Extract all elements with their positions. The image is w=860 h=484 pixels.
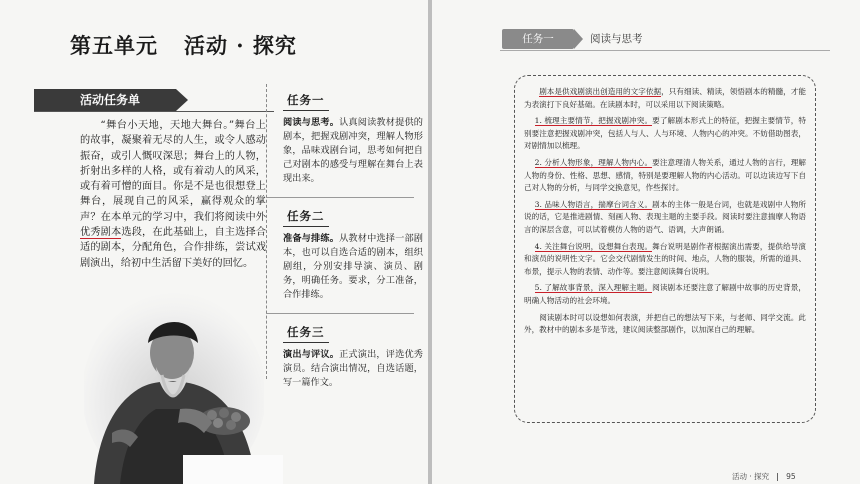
left-page — [0, 0, 428, 484]
banner-rule — [34, 111, 274, 112]
task-card-title: 任务一 — [283, 92, 329, 111]
strategy-item — [524, 157, 806, 195]
strategy-head: 5. 了解故事背景，深入理解主题。 — [534, 283, 653, 293]
strategy-item — [524, 282, 806, 307]
strategy-item — [524, 241, 806, 279]
task-card-text: 认真阅读教材提供的剧本，把握戏剧冲突，理解人物形象，品味戏剧台词，思考如何把自己对剧本的感受与理解在舞台上表现出来。 — [283, 117, 423, 184]
page-number: 95 — [786, 472, 796, 481]
strategy-head: 3. 品味人物语言，揣摩台词含义。 — [534, 199, 653, 209]
task-card-title: 任务三 — [283, 324, 329, 343]
intro-underlined: 剧本是供戏剧演出创造用的文字依据 — [539, 87, 662, 96]
unit-title-sub: 活动 · 探究 — [184, 33, 297, 58]
task-card-body — [283, 116, 423, 186]
strategy-head: 2. 分析人物形象，理解人物内心。 — [534, 157, 653, 167]
task-card-3 — [283, 321, 423, 390]
heading-rule — [500, 50, 830, 51]
intro-text-after: 选段，在此基础上，自主选择合适的剧本，分配角色，合作排练，尝试戏剧演出，给初中生活留下美好的回忆。 — [80, 227, 267, 269]
task-card-title: 任务二 — [283, 208, 329, 227]
strategy-head: 4. 关注舞台说明，设想舞台表现。 — [534, 241, 653, 251]
strategies-closing: 阅读剧本时可以设想如何表演，并把自己的想法写下来，与老师、同学交流。此外，教材中的剧本多是节选，建议阅读整部剧作，以加深自己的理解。 — [524, 312, 806, 335]
task-card-1 — [283, 89, 423, 186]
strategy-text: 阅读剧本还要注意了解剧中故事的历史背景，明确人物活动的社会环境。 — [524, 283, 806, 305]
strategy-text: 舞台说明是剧作者根据演出需要，提供给导演和演员的说明性文字。它会交代剧情发生的时间、地点，人物的服装，所需的道具、布景，提示人物的表情、动作等。要注意阅读舞台说明。 — [524, 241, 806, 276]
unit-title-main: 第五单元 — [70, 33, 158, 58]
intro-highlight: 优秀剧本 — [80, 227, 122, 239]
task-tag: 任务一 — [502, 29, 574, 49]
task-card-text: 从教材中选择一部剧本，也可以自选合适的剧本，组织剧组，分別安排导演、演员、剧务，明确任务。要求，分工准备，合作排练。 — [283, 233, 423, 300]
task-card-body — [283, 348, 423, 390]
intro-text-before: “舞台小天地，天地大舞台。”舞台上的故事，凝聚着无尽的人生，或令人感动振奋，或引人慨叹深思；舞台上的人物，折射出多样的人格，或有着动人的风采，或有着可憎的面目。你是不是也很想登上舞台，展现自己的风采，赢得观众的掌声？在本单元的学习中，我们将阅读中外 — [80, 120, 266, 223]
strategy-text: 要注意理清人物关系，通过人物的言行，理解人物的身份、性格、思想、感情，特别是要理解人物的内心活动。可以边读边写下自己对人物的分析，与同学交换意见，作些探讨。 — [524, 157, 806, 193]
opera-performer-photo — [84, 283, 264, 484]
right-page — [432, 0, 860, 484]
strategy-item — [524, 115, 806, 153]
unit-title — [70, 30, 297, 60]
strategy-head: 1. 梳理主要情节，把握戏剧冲突。 — [534, 116, 653, 126]
footer-divider — [777, 473, 778, 481]
intro-rest: ，只有细读、精读，领悟剧本的精髓，才能为表演打下良好基础。在读剧本时，可以采用以下阅读策略。 — [524, 87, 806, 109]
task-list-banner: 活动任务单 — [34, 89, 176, 111]
card-divider — [266, 197, 414, 198]
task-card-lead: 准备与排练。 — [283, 233, 340, 244]
strategy-text: 要了解剧本形式上的特征，把握主要情节，特别要注意把握戏剧冲突，包括人与人、人与环境、人物内心的冲突。不妨借助图表，对剧情加以梳理。 — [524, 116, 806, 151]
reading-strategies-text — [524, 86, 806, 341]
task-card-lead: 阅读与思考。 — [283, 117, 340, 128]
strategy-text: 剧本的主体一般是台词，也就是戏剧中人物所说的话，它是推进剧情、刻画人物、表现主题的主要手段。阅读时要注意揣摩人物语言的深层含意，可以试着模仿人物的语气、语调，大声朗诵。 — [524, 199, 806, 234]
strategies-intro — [524, 86, 806, 111]
task-card-2 — [283, 205, 423, 302]
task-card-text: 正式演出，评选优秀演员。结合演出情况，自选话题，写一篇作文。 — [283, 349, 423, 388]
card-divider — [266, 313, 414, 314]
task-card-lead: 演出与评议。 — [283, 349, 340, 360]
photo-cover-patch — [183, 455, 283, 484]
strategy-item — [524, 199, 806, 237]
intro-paragraph — [80, 118, 266, 271]
footer-label: 活动 · 探究 — [732, 472, 770, 481]
page-footer — [732, 471, 796, 482]
task-card-body — [283, 232, 423, 302]
task-heading: 阅读与思考 — [590, 33, 643, 45]
